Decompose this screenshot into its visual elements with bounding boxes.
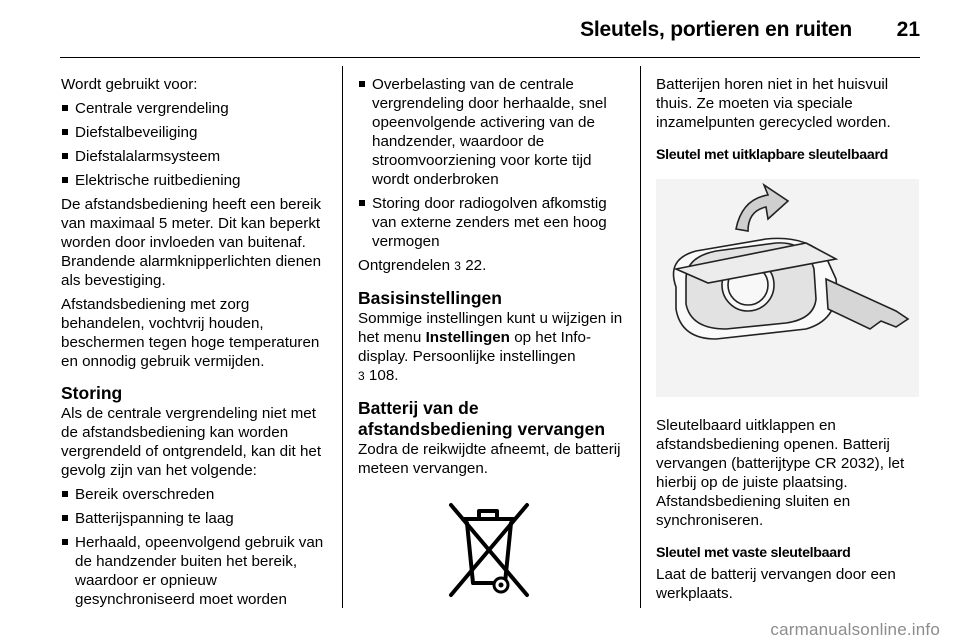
basis-menu-name: Instellingen xyxy=(425,329,510,346)
foldkey-heading: Sleutel met uitklapbare sleutelbaard xyxy=(656,147,889,163)
foldkey-paragraph: Sleutelbaard uitklappen en afstandsbediening openen. Batterij vervangen (batterijtype CR 2032), let hierbij op de juiste plaatsing. Afstandsbediening sluiten en synchroniseren. xyxy=(656,417,905,529)
column-1 xyxy=(61,75,331,614)
list-item: Elektrische ruitbediening xyxy=(61,171,331,190)
unlock-reference xyxy=(358,256,628,276)
list-item: Herhaald, opeenvolgend gebruik van de handzender buiten het bereik, waardoor er opnieuw gesynchroniseerd moet worden xyxy=(61,533,331,609)
fixedkey-paragraph: Laat de batterij vervangen door een werkplaats. xyxy=(656,566,896,602)
unlock-reference-text: Ontgrendelen xyxy=(358,257,451,274)
crossed-bin-icon xyxy=(433,497,543,602)
page-reference-arrow-icon: 3 xyxy=(454,259,461,273)
list-item: Bereik overschreden xyxy=(61,485,331,504)
column-divider-1 xyxy=(342,66,343,608)
header-rule xyxy=(60,57,920,58)
battery-paragraph: Zodra de reikwijdte afneemt, de batterij meteen vervangen. xyxy=(358,441,621,477)
list-item: Diefstalalarmsysteem xyxy=(61,147,331,166)
recycle-paragraph: Batterijen horen niet in het huisvuil thuis. Ze moeten via speciale inzamelpunten gerecycled worden. xyxy=(656,76,891,131)
page-reference-arrow-icon: 3 xyxy=(358,369,365,383)
list-item: Batterijspanning te laag xyxy=(61,509,331,528)
basis-text-2: op het Info-display. Persoonlijke instellingen xyxy=(358,329,592,365)
site-watermark: carmanualsonline.info xyxy=(770,620,940,639)
column-3 xyxy=(656,75,926,608)
fixedkey-heading: Sleutel met vaste sleutelbaard xyxy=(656,545,851,561)
unlock-reference-page[interactable]: 22. xyxy=(465,257,487,274)
battery-heading: Batterij van de afstandsbediening vervangen xyxy=(358,398,606,439)
storing-paragraph: Als de centrale vergrendeling niet met de afstandsbediening kan worden vergrendeld of ontgrendeld, kan dit het gevolg zijn van het volgende: xyxy=(61,405,322,479)
basis-reference-page[interactable]: 108. xyxy=(368,367,399,384)
column-divider-2 xyxy=(640,66,641,608)
column-2 xyxy=(358,75,628,607)
basis-text-1: Sommige instellingen kunt u wijzigen in het menu xyxy=(358,310,623,346)
list-item: Storing door radiogolven afkomstig van externe zenders met een hoog vermogen xyxy=(358,194,628,251)
care-paragraph: Afstandsbediening met zorg behandelen, vochtvrij houden, beschermen tegen hoge temperaturen en onnodig gebruik vermijden. xyxy=(61,296,320,370)
list-item: Centrale vergrendeling xyxy=(61,99,331,118)
list-item: Overbelasting van de centrale vergrendeling door herhaalde, snel opeenvolgende activering van de handzender, waardoor de stroomvoorziening voor korte tijd wordt onderbroken xyxy=(358,75,628,189)
basis-heading: Basisinstellingen xyxy=(358,288,502,308)
key-battery-illustration xyxy=(656,179,919,397)
page-number: 21 xyxy=(896,18,920,41)
page-title: Sleutels, portieren en ruiten xyxy=(580,18,852,41)
range-paragraph: De afstandsbediening heeft een bereik van maximaal 5 meter. Dit kan beperkt worden door invloeden van buitenaf. Brandende alarmknipperlichten dienen als bevestiging. xyxy=(61,196,322,289)
uses-intro: Wordt gebruikt voor: xyxy=(61,76,198,93)
page-header xyxy=(0,0,960,62)
storing-heading: Storing xyxy=(61,383,123,403)
basis-paragraph xyxy=(358,309,628,386)
list-item: Diefstalbeveiliging xyxy=(61,123,331,142)
